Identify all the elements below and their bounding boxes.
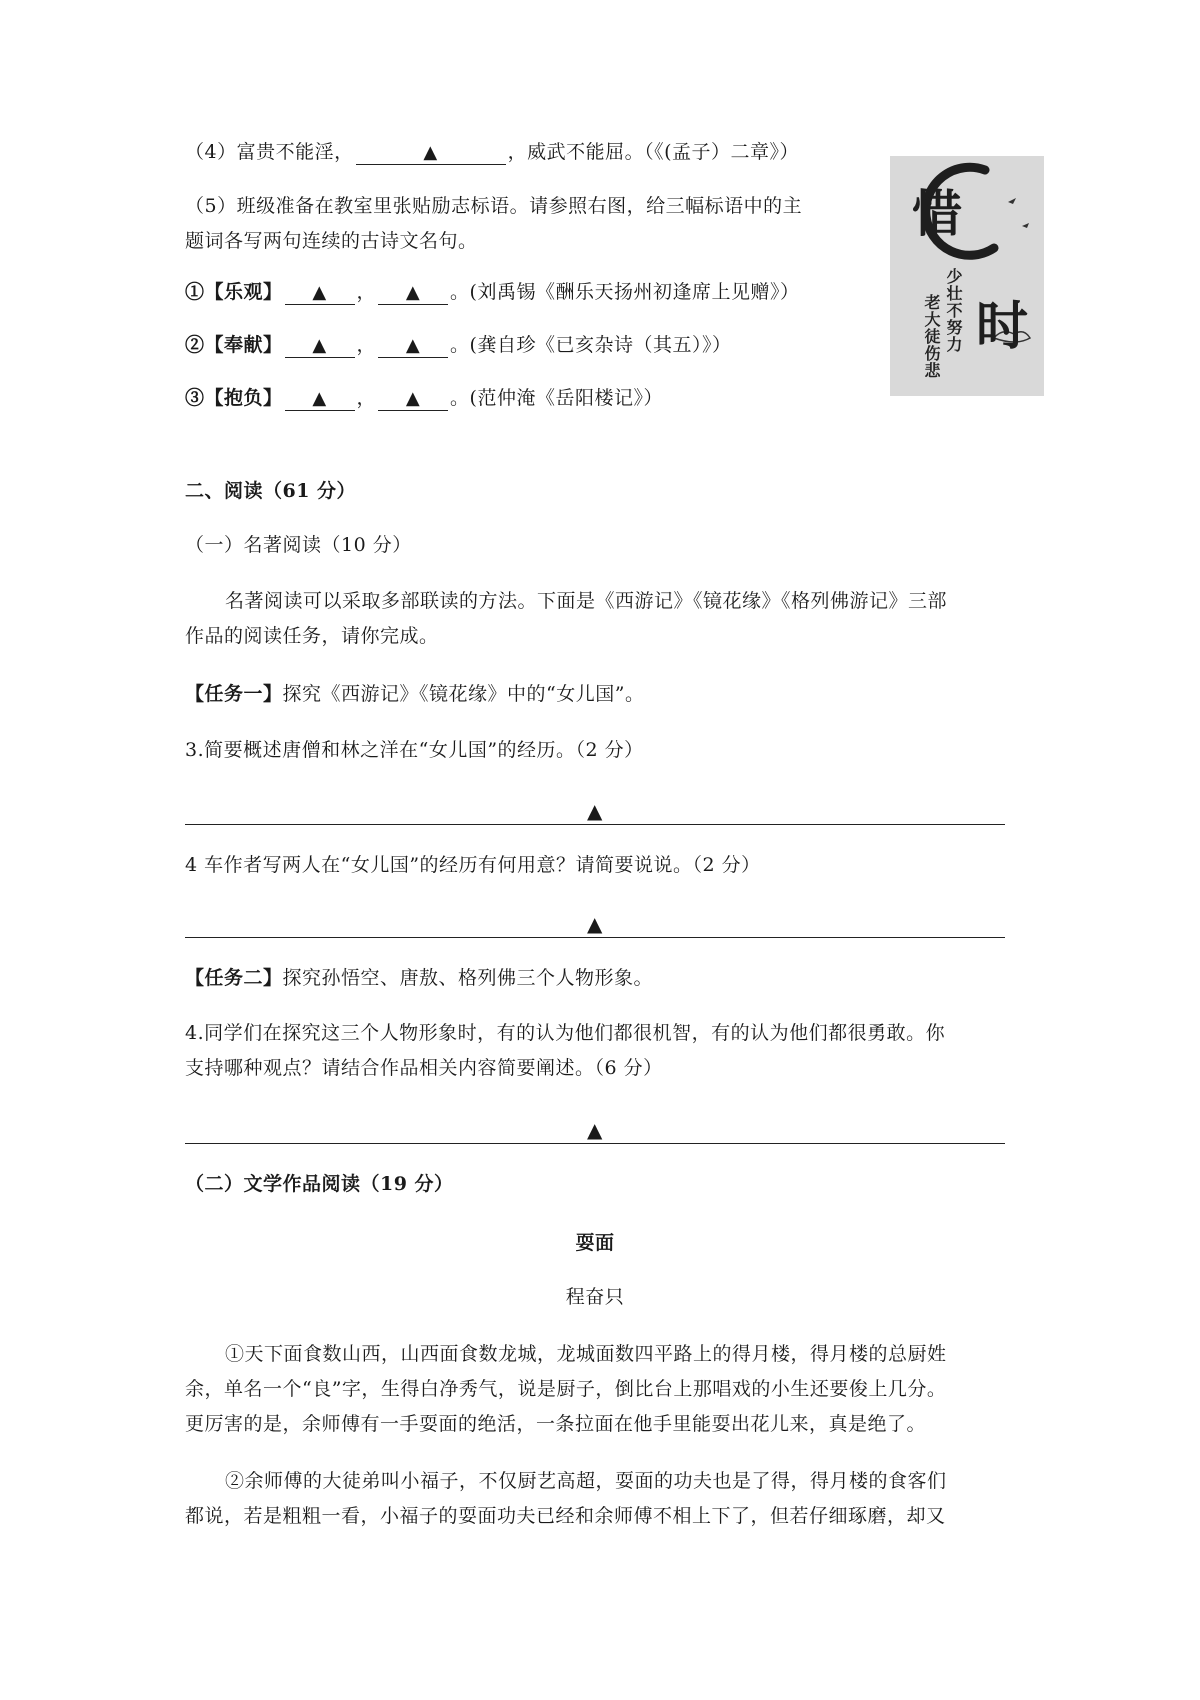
item-label: ①【乐观】 [185,281,283,303]
section-2-title: 二、阅读（61 分） [185,480,357,502]
paragraph-2-line-2: 都说，若是粗粗一看，小福子的耍面功夫已经和余师傅不相上下了，但若仔细琢磨，却又 [185,1505,946,1527]
answer-line-q4b[interactable] [185,907,1005,938]
task-1-text: 探究《西游记》《镜花缘》中的“女儿国”。 [282,683,645,705]
comma: ， [356,334,377,356]
triangle-mark-icon: ▲ [423,142,438,163]
question-4-line [185,138,799,166]
triangle-mark-icon: ▲ [405,335,421,356]
article-author: 程奋只 [565,1286,625,1308]
task-2 [185,964,653,992]
answer-blank[interactable] [285,387,355,411]
question-5-item-3 [185,384,663,412]
answer-line-q4c[interactable] [185,1113,1005,1144]
comma: ， [356,281,377,303]
paragraph-1-line-3: 更厉害的是，余师傅有一手耍面的绝活，一条拉面在他手里能耍出花儿来，真是绝了。 [185,1413,927,1435]
article-title: 耍面 [575,1232,615,1254]
question-5-item-1 [185,278,799,306]
question-5-line2: 题词各写两句连续的古诗文名句。 [185,230,478,252]
triangle-mark-icon: ▲ [312,388,327,409]
question-5-item-2 [185,331,731,359]
answer-blank[interactable] [378,387,448,411]
intro-line-2: 作品的阅读任务，请你完成。 [185,625,439,647]
paragraph-1-line-1: ①天下面食数山西，山西面食数龙城，龙城面数四平路上的得月楼，得月楼的总厨姓 [225,1343,947,1365]
question-4b: 4 车作者写两人在“女儿国”的经历有何用意？请简要说说。（2 分） [185,854,761,876]
item-source: 。(龚自珍《已亥杂诗（其五）》） [450,334,732,356]
question-4-prefix: （4）富贵不能淫， [185,141,354,163]
slogan-image [890,156,1044,396]
item-label: ③【抱负】 [185,387,283,409]
item-label: ②【奉献】 [185,334,283,356]
triangle-mark-icon: ▲ [587,912,603,936]
answer-blank[interactable] [378,334,448,358]
question-4-suffix: ，威武不能屈。（《(孟子）二章》） [507,141,800,163]
slogan-char-2: 时 [976,297,1029,357]
answer-blank[interactable] [378,281,448,305]
slogan-char-1: 惜 [912,185,962,243]
task-1-label: 【任务一】 [185,683,283,705]
answer-blank[interactable] [285,334,355,358]
answer-line-q3[interactable] [185,794,1005,825]
triangle-mark-icon: ▲ [405,282,421,303]
triangle-mark-icon: ▲ [312,282,327,303]
slogan-line-1: 少壮不努力 [944,268,963,353]
triangle-mark-icon: ▲ [312,335,327,356]
task-2-text: 探究孙悟空、唐敖、格列佛三个人物形象。 [282,967,654,989]
answer-blank[interactable] [285,281,355,305]
item-source: 。(刘禹锡《酬乐天扬州初逢席上见赠》） [450,281,800,303]
triangle-mark-icon: ▲ [587,799,603,823]
subsection-1-title: （一）名著阅读（10 分） [185,534,412,556]
subsection-2-title: （二）文学作品阅读（19 分） [185,1173,454,1195]
paragraph-2-line-1: ②余师傅的大徒弟叫小福子，不仅厨艺高超，耍面的功夫也是了得，得月楼的食客们 [225,1470,947,1492]
triangle-mark-icon: ▲ [587,1118,603,1142]
triangle-mark-icon: ▲ [405,388,421,409]
question-4c-line1: 4.同学们在探究这三个人物形象时，有的认为他们都很机智，有的认为他们都很勇敢。你 [185,1022,946,1044]
comma: ， [356,387,377,409]
intro-line-1: 名著阅读可以采取多部联读的方法。下面是《西游记》《镜花缘》《格列佛游记》三部 [225,590,948,612]
answer-blank[interactable] [356,141,506,165]
slogan-line-2: 老大徒伤悲 [922,294,941,379]
task-1 [185,680,644,708]
item-source: 。(范仲淹《岳阳楼记》） [450,387,663,409]
question-3: 3.简要概述唐僧和林之洋在“女儿国”的经历。（2 分） [185,739,644,761]
question-4c-line2: 支持哪种观点？请结合作品相关内容简要阐述。（6 分） [185,1057,663,1079]
task-2-label: 【任务二】 [185,967,283,989]
paragraph-1-line-2: 余，单名一个“良”字，生得白净秀气，说是厨子，倒比台上那唱戏的小生还要俊上几分。 [185,1378,947,1400]
question-5-line1: （5）班级准备在教室里张贴励志标语。请参照右图，给三幅标语中的主 [185,195,803,217]
